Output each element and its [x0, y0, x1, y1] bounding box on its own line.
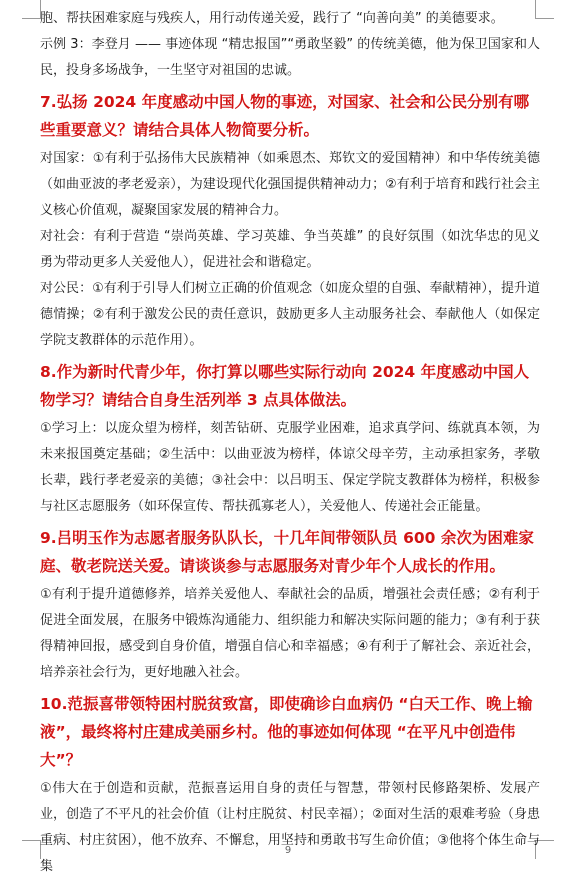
question-8-title: 8.作为新时代青少年，你打算以哪些实际行动向 2024 年度感动中国人物学习？请结合自身生活列举 3 点具体做法。 [40, 363, 530, 409]
page-number: 9 [284, 845, 292, 856]
question-7-answer-society: 对社会：有利于营造 “崇尚英雄、学习英雄、争当英雄” 的良好氛围（如沈华忠的见义勇为带动更多人关爱他人），促进社会和谐稳定。 [40, 229, 540, 270]
intro-paragraph-2: 示例 3：李登月 —— 事迹体现 “精忠报国”“勇敢坚毅” 的传统美德，他为保卫国家和人民，投身多场战争，一生坚守对祖国的忠诚。 [40, 37, 540, 78]
question-8-answer: ①学习上：以庞众望为榜样，刻苦钻研、克服学业困难，追求真学问、练就真本领，为未来报国奠定基础；②生活中：以曲亚波为榜样，体谅父母辛劳，主动承担家务，孝敬长辈，践行孝老爱亲的美德；③社会中：以吕明玉、保定学院支教群体为榜样，积极参与社区志愿服务（如环保宣传、帮扶孤寡老人），关爱他人、传递社会正能量。 [40, 421, 540, 514]
question-9-answer: ①有利于提升道德修养，培养关爱他人、奉献社会的品质，增强社会责任感；②有利于促进全面发展，在服务中锻炼沟通能力、组织能力和解决实际问题的能力；③有利于获得精神回报，感受到自身价值，增强自信心和幸福感；④有利于了解社会、亲近社会，培养亲社会行为，更好地融入社会。 [40, 587, 540, 680]
question-9-title: 9.吕明玉作为志愿者服务队队长，十几年间带领队员 600 余次为困难家庭、敬老院送关爱。请谈谈参与志愿服务对青少年个人成长的作用。 [40, 529, 534, 575]
question-10-answer: ①伟大在于创造和贡献，范振喜运用自身的责任与智慧，带领村民修路架桥、发展产业，创造了不平凡的社会价值（让村庄脱贫、村民幸福）；②面对生活的艰难考验（身患重病、村庄贫困），他不放弃、不懈怠，用坚持和勇敢书写生命价值；③他将个体生命与集 [40, 781, 540, 874]
question-7-answer-nation: 对国家：①有利于弘扬伟大民族精神（如乘恩杰、郑钦文的爱国精神）和中华传统美德（如曲亚波的孝老爱亲），为建设现代化强国提供精神动力；②有利于培育和践行社会主义核心价值观，凝聚国家发展的精神合力。 [40, 151, 540, 218]
document-body [40, 6, 540, 880]
intro-paragraph-1: 胞、帮扶困难家庭与残疾人，用行动传递关爱，践行了 “向善向美” 的美德要求。 [40, 11, 504, 26]
crop-mark-top-left [22, 0, 41, 19]
question-10-title: 10.范振喜带领特困村脱贫致富，即使确诊白血病仍 “白天工作、晚上输液”，最终将村庄建成美丽乡村。他的事迹如何体现 “在平凡中创造伟大”？ [40, 695, 533, 769]
question-7-title: 7.弘扬 2024 年度感动中国人物的事迹，对国家、社会和公民分别有哪些重要意义？请结合具体人物简要分析。 [40, 93, 530, 139]
question-7-answer-citizen: 对公民：①有利于引导人们树立正确的价值观念（如庞众望的自强、奉献精神），提升道德情操；②有利于激发公民的责任意识，鼓励更多人主动服务社会、奉献他人（如保定学院支教群体的示范作用）。 [40, 281, 540, 348]
